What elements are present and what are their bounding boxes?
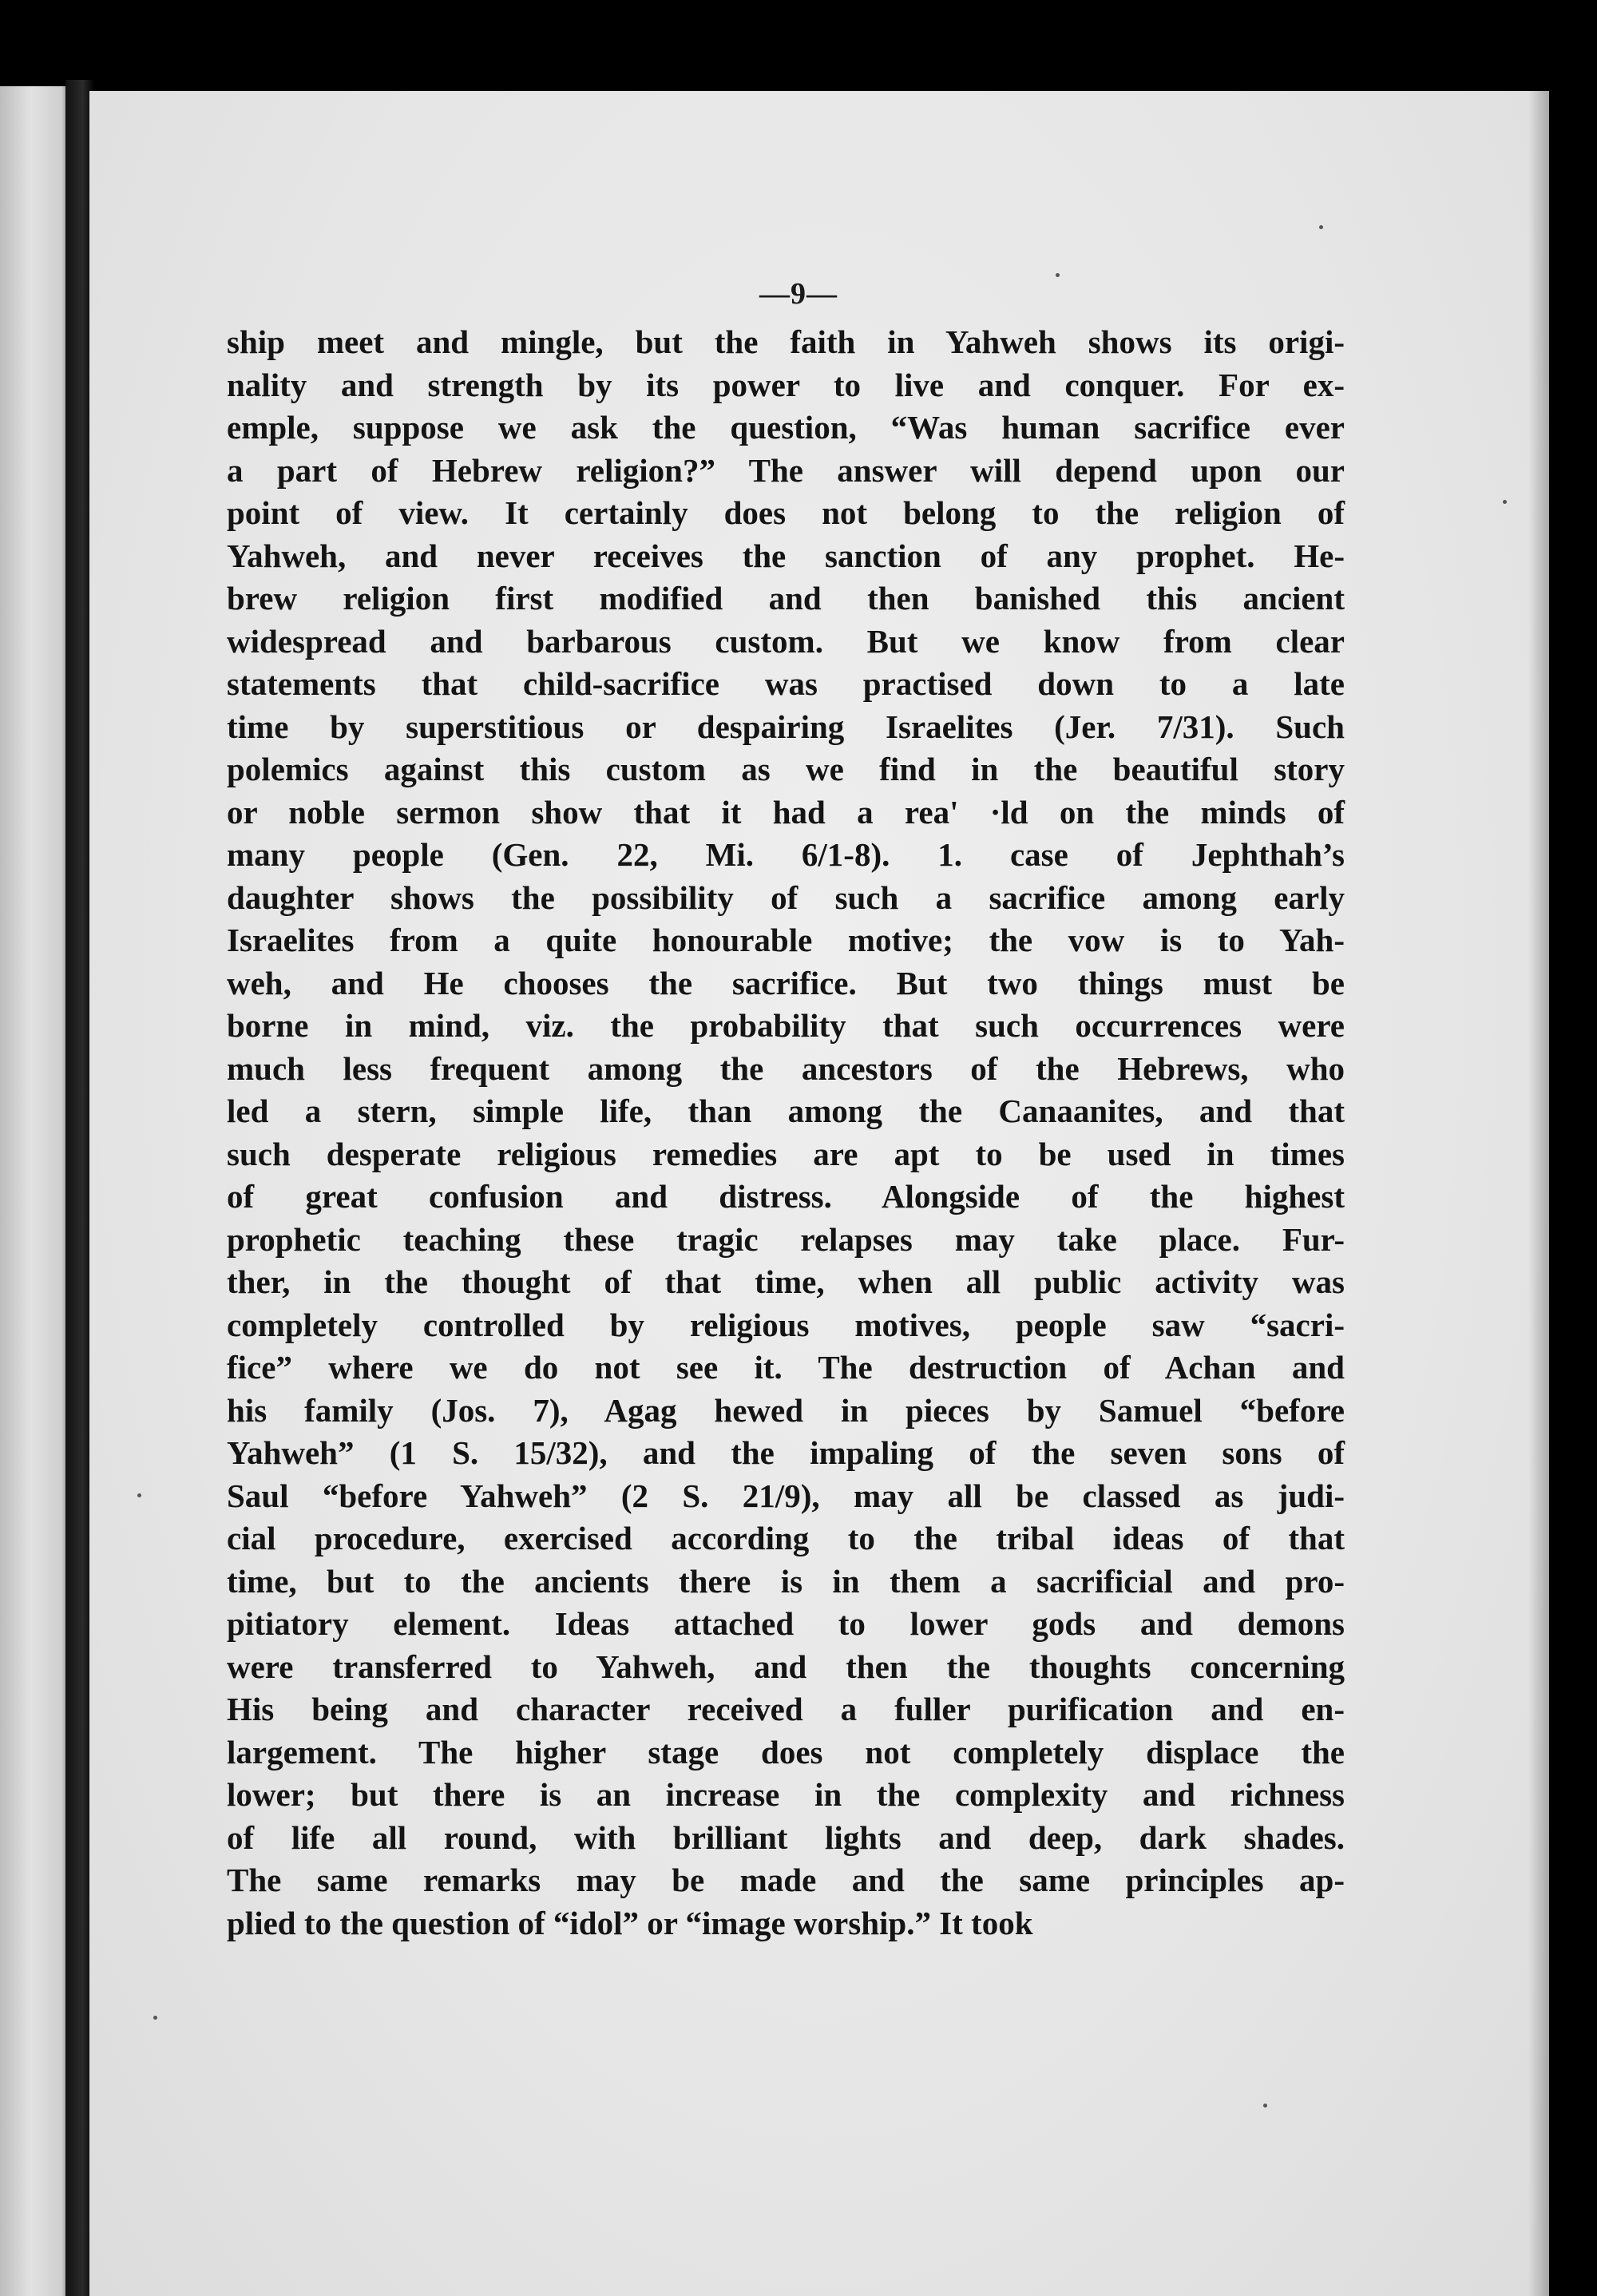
text-line: largement. The higher stage does not completely displace the: [227, 1733, 1345, 1771]
text-line: weh, and He chooses the sacrifice. But two things must be: [227, 964, 1345, 1001]
text-line: daughter shows the possibility of such a sacrifice among early: [227, 878, 1345, 916]
text-line: his family (Jos. 7), Agag hewed in pieces by Samuel “before: [227, 1391, 1345, 1429]
text-line: pitiatory element. Ideas attached to lower gods and demons: [227, 1605, 1345, 1642]
paper-speck: [1319, 225, 1323, 229]
text-line: brew religion first modified and then banished this ancient: [227, 580, 1345, 617]
text-line: of life all round, with brilliant lights and deep, dark shades.: [227, 1818, 1345, 1856]
text-line: led a stern, simple life, than among the Canaanites, and that: [227, 1092, 1345, 1129]
text-line: Yahweh, and never receives the sanction of any prophet. He-: [227, 537, 1345, 574]
text-line: His being and character received a fuller purification and en-: [227, 1691, 1345, 1727]
text-line: such desperate religious remedies are apt to be used in times: [227, 1135, 1345, 1172]
text-line: time by superstitious or despairing Israelites (Jer. 7/31). Such: [227, 708, 1345, 745]
text-line: many people (Gen. 22, Mi. 6/1-8). 1. case of Jephthah’s: [227, 836, 1345, 873]
body-text: [227, 321, 1345, 1945]
text-line: nality and strength by its power to live and conquer. For ex-: [227, 366, 1345, 403]
text-line: Saul “before Yahweh” (2 S. 21/9), may all be classed as judi-: [227, 1477, 1345, 1514]
page-number: —9—: [759, 277, 838, 311]
text-line: cial procedure, exercised according to the tribal ideas of that: [227, 1520, 1345, 1556]
paper-speck: [1263, 2104, 1267, 2108]
text-line: lower; but there is an increase in the complexity and richness: [227, 1776, 1345, 1813]
text-line: much less frequent among the ancestors of the Hebrews, who: [227, 1049, 1345, 1087]
text-line: of great confusion and distress. Alongside of the highest: [227, 1178, 1345, 1215]
text-line: plied to the question of “idol” or “image worship.” It took: [227, 1904, 1033, 1941]
text-line: were transferred to Yahweh, and then the thoughts concerning: [227, 1648, 1345, 1685]
text-line: or noble sermon show that it had a rea' ·ld on the minds of: [227, 793, 1345, 831]
text-line: ship meet and mingle, but the faith in Yahweh shows its origi-: [227, 323, 1345, 360]
paper-speck: [1503, 500, 1507, 504]
text-line: statements that child-sacrifice was practised down to a late: [227, 665, 1345, 702]
text-line: prophetic teaching these tragic relapses may take place. Fur-: [227, 1220, 1345, 1258]
text-line: completely controlled by religious motives, people saw “sacri-: [227, 1306, 1345, 1343]
text-line: borne in mind, viz. the probability that such occurrences were: [227, 1007, 1345, 1044]
text-line: Israelites from a quite honourable motive; the vow is to Yah-: [227, 922, 1345, 958]
text-line: time, but to the ancients there is in them a sacrificial and pro-: [227, 1562, 1345, 1600]
text-line: point of view. It certainly does not belong to the religion of: [227, 494, 1345, 531]
text-line: a part of Hebrew religion?” The answer will depend upon our: [227, 451, 1345, 489]
paper-speck: [137, 1493, 141, 1497]
paper-speck: [153, 2016, 157, 2020]
page-edge-shadow: [1528, 91, 1549, 2296]
text-line: widespread and barbarous custom. But we know from clear: [227, 622, 1345, 660]
text-line: polemics against this custom as we find in the beautiful story: [227, 751, 1345, 787]
text-line: Yahweh” (1 S. 15/32), and the impaling of the seven sons of: [227, 1434, 1345, 1471]
text-line: fice” where we do not see it. The destruction of Achan and: [227, 1349, 1345, 1386]
text-line: ther, in the thought of that time, when all public activity was: [227, 1263, 1345, 1300]
text-line: emple, suppose we ask the question, “Was human sacrifice ever: [227, 409, 1345, 446]
text-line: The same remarks may be made and the same principles ap-: [227, 1862, 1345, 1898]
